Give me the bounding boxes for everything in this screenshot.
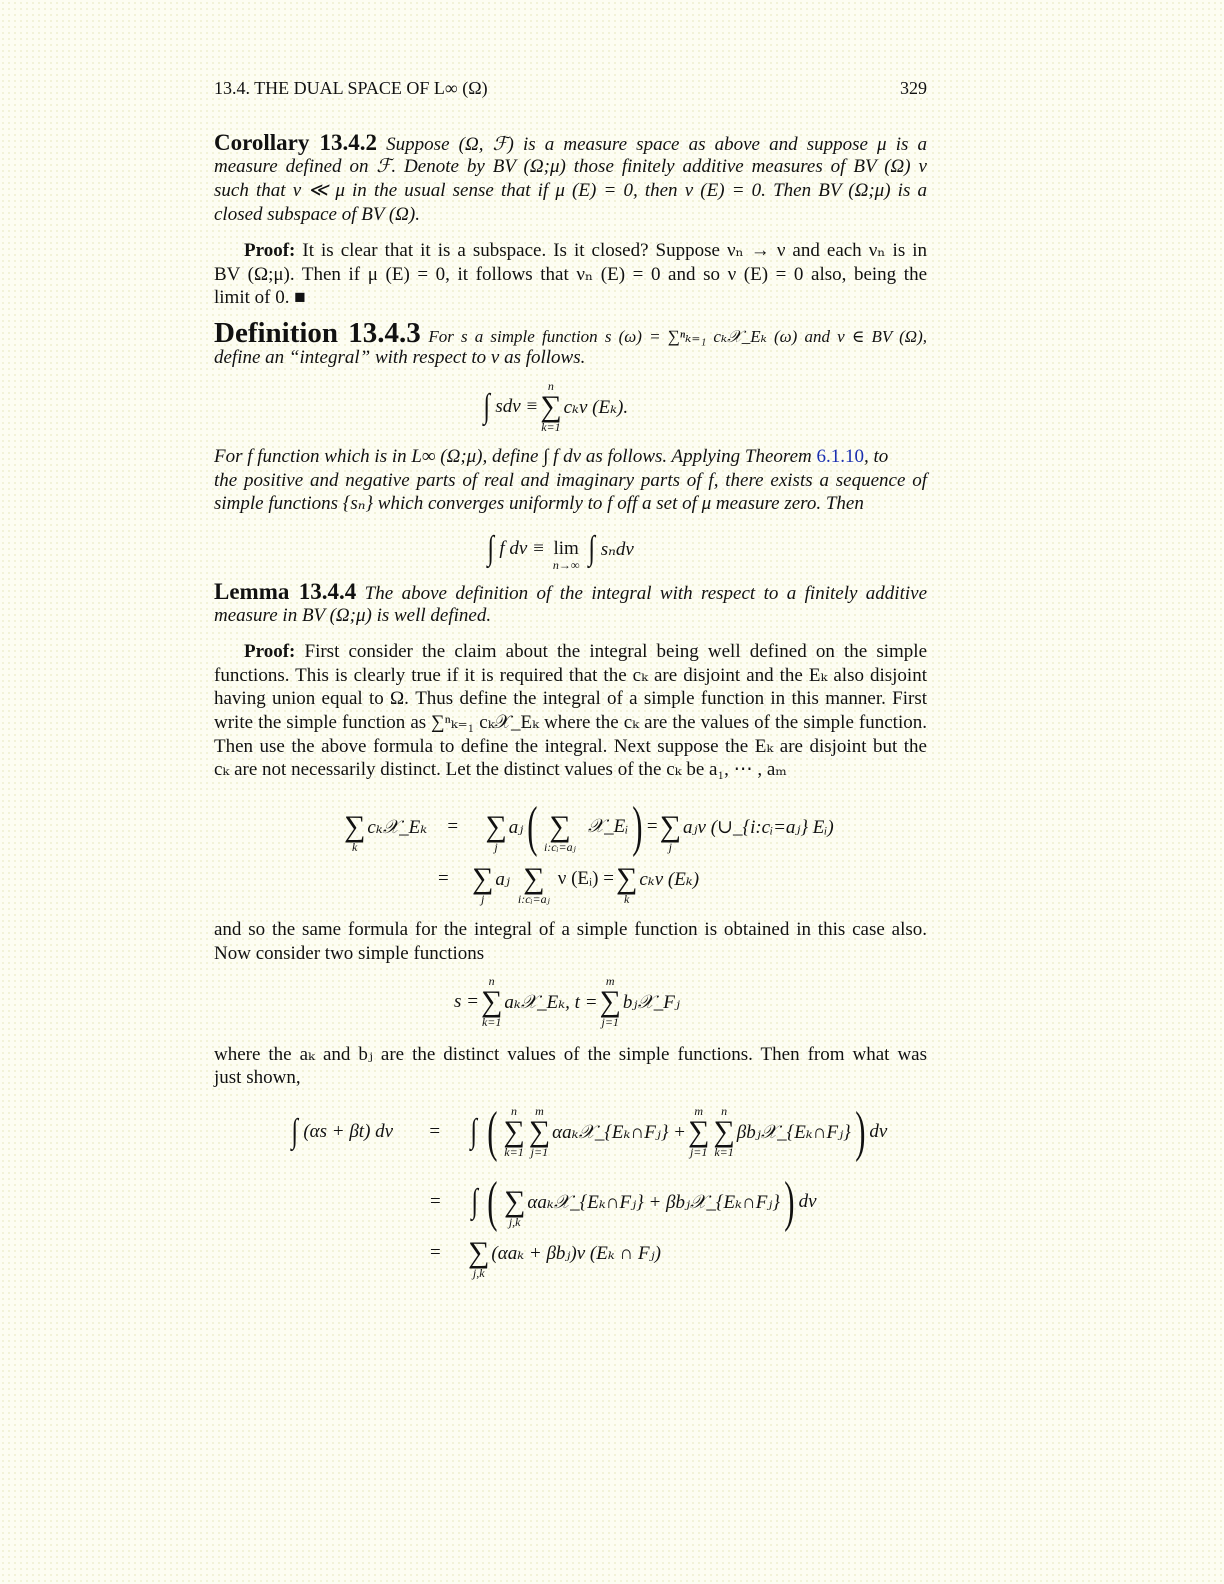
text-line: and so the same formula for the integral of a simple function is obtained in this case also. <box>214 919 927 940</box>
text-line: limit of 0. ■ <box>214 287 306 308</box>
integral-sign: ∫ <box>487 530 494 567</box>
integral-sign: ∫ <box>483 388 490 425</box>
equation-linearity-row-3: = ∑ j,k (αaₖ + βbⱼ)ν (Eₖ ∩ Fⱼ) <box>430 1236 661 1280</box>
text-line: just shown, <box>214 1067 301 1088</box>
equation-integral-limit <box>486 526 634 572</box>
integral-sign: ∫ <box>588 530 596 567</box>
text-line: the positive and negative parts of real and imaginary parts of f, there exists a sequence of <box>214 470 927 491</box>
text-line: BV (Ω;μ). Then if μ (E) = 0, it follows that νₙ (E) = 0 and so ν (E) = 0 also, being the <box>214 264 927 285</box>
equation-row-2: = ∑ j aⱼ ∑ i:cᵢ=aⱼ ν (Eᵢ) = ∑ k cₖν (Eₖ) <box>438 862 700 906</box>
eq-rhs: cₖν (Eₖ). <box>563 396 629 418</box>
sum-sign: n ∑ k=1 <box>540 379 562 434</box>
text-line: First consider the claim about the integral being well defined on the simple <box>304 641 927 662</box>
text-line: measure defined on ℱ. Denote by BV (Ω;μ) those finitely additive measures of BV (Ω) ν <box>214 156 927 177</box>
text-line: It is clear that it is a subspace. Is it closed? Suppose νₙ → ν and each νₙ is in <box>302 240 928 261</box>
text-line: closed subspace of BV (Ω). <box>214 204 420 225</box>
running-title: 13.4. THE DUAL SPACE OF L∞ (Ω) <box>214 78 488 98</box>
equation-linearity-row-1: ∫ (αs + βt) dν = ∫ ( n ∑ k=1 m ∑ j=1 αaₖ𝒳_{Eₖ∩Fⱼ} + m ∑ j=1 n ∑ k=1 βbⱼ𝒳_{Eₖ∩Fⱼ} ) dν <box>291 1101 888 1163</box>
proof-label: Proof: <box>244 240 296 261</box>
text-line: Suppose (Ω, ℱ) is a measure space as above and suppose μ is a <box>386 134 928 155</box>
text-line: having union equal to Ω. Thus define the integral of a simple function in this manner. First <box>214 688 927 709</box>
definition-label: Definition 13.4.3 <box>214 317 421 349</box>
text-line: The above definition of the integral with respect to a finitely additive <box>364 583 928 604</box>
text-line: For s a simple function s (ω) = ∑ⁿₖ₌₁ cₖ𝒳_Eₖ (ω) and ν ∈ BV (Ω), <box>428 327 928 346</box>
text-line: Then use the above formula to define the integral. Next suppose the Eₖ are disjoint but the <box>214 736 927 757</box>
equation-simple-functions: s = n ∑ k=1 aₖ𝒳_Eₖ, t = m ∑ j=1 bⱼ𝒳_Fⱼ <box>454 974 680 1029</box>
page-number: 329 <box>900 78 927 98</box>
text-line: where the aₖ and bⱼ are the distinct values of the simple functions. Then from what was <box>214 1044 927 1065</box>
text-line: For f function which is in L∞ (Ω;μ), define ∫ f dν as follows. Applying Theorem <box>214 446 812 467</box>
limit: lim n→∞ <box>552 538 580 572</box>
text-line: define an “integral” with respect to ν as follows. <box>214 347 586 368</box>
text-line: cₖ are not necessarily distinct. Let the distinct values of the cₖ be a₁, ⋯ , aₘ <box>214 759 787 780</box>
theorem-link[interactable]: 6.1.10 <box>816 446 864 467</box>
equation-linearity-row-2: = ∫ ( ∑ j,k αaₖ𝒳_{Eₖ∩Fⱼ} + βbⱼ𝒳_{Eₖ∩Fⱼ} ) dν <box>430 1171 817 1233</box>
proof-label: Proof: <box>244 641 296 662</box>
text-line: Now consider two simple functions <box>214 943 485 964</box>
lemma-label: Lemma 13.4.4 <box>214 579 357 604</box>
text-line: such that ν ≪ μ in the usual sense that if μ (E) = 0, then ν (E) = 0. Then BV (Ω;μ) is a <box>214 180 927 201</box>
text-line: simple functions {sₙ} which converges uniformly to f off a set of μ measure zero. Then <box>214 493 864 514</box>
eq-rhs: sₙdν <box>600 538 634 560</box>
equation-integral-simple <box>482 380 628 434</box>
text-line: functions. This is clearly true if it is required that the cₖ are disjoint and the Eₖ also disjoint <box>214 665 927 686</box>
text-line: write the simple function as ∑ⁿₖ₌₁ cₖ𝒳_Eₖ where the cₖ are the values of the simple function. <box>214 712 927 733</box>
corollary-label: Corollary 13.4.2 <box>214 130 378 155</box>
equation-row-1: ∑ k cₖ𝒳_Eₖ = ∑ j aⱼ ( ∑ i:cᵢ=aⱼ 𝒳_Eᵢ ) = ∑ j aⱼν (∪_{i:cᵢ=aⱼ} Eᵢ) <box>344 796 834 858</box>
eq-lhs: f dν ≡ <box>499 538 545 559</box>
text-line: , to <box>864 446 889 467</box>
text-line: measure in BV (Ω;μ) is well defined. <box>214 605 492 626</box>
eq-lhs: sdν ≡ <box>495 396 539 417</box>
